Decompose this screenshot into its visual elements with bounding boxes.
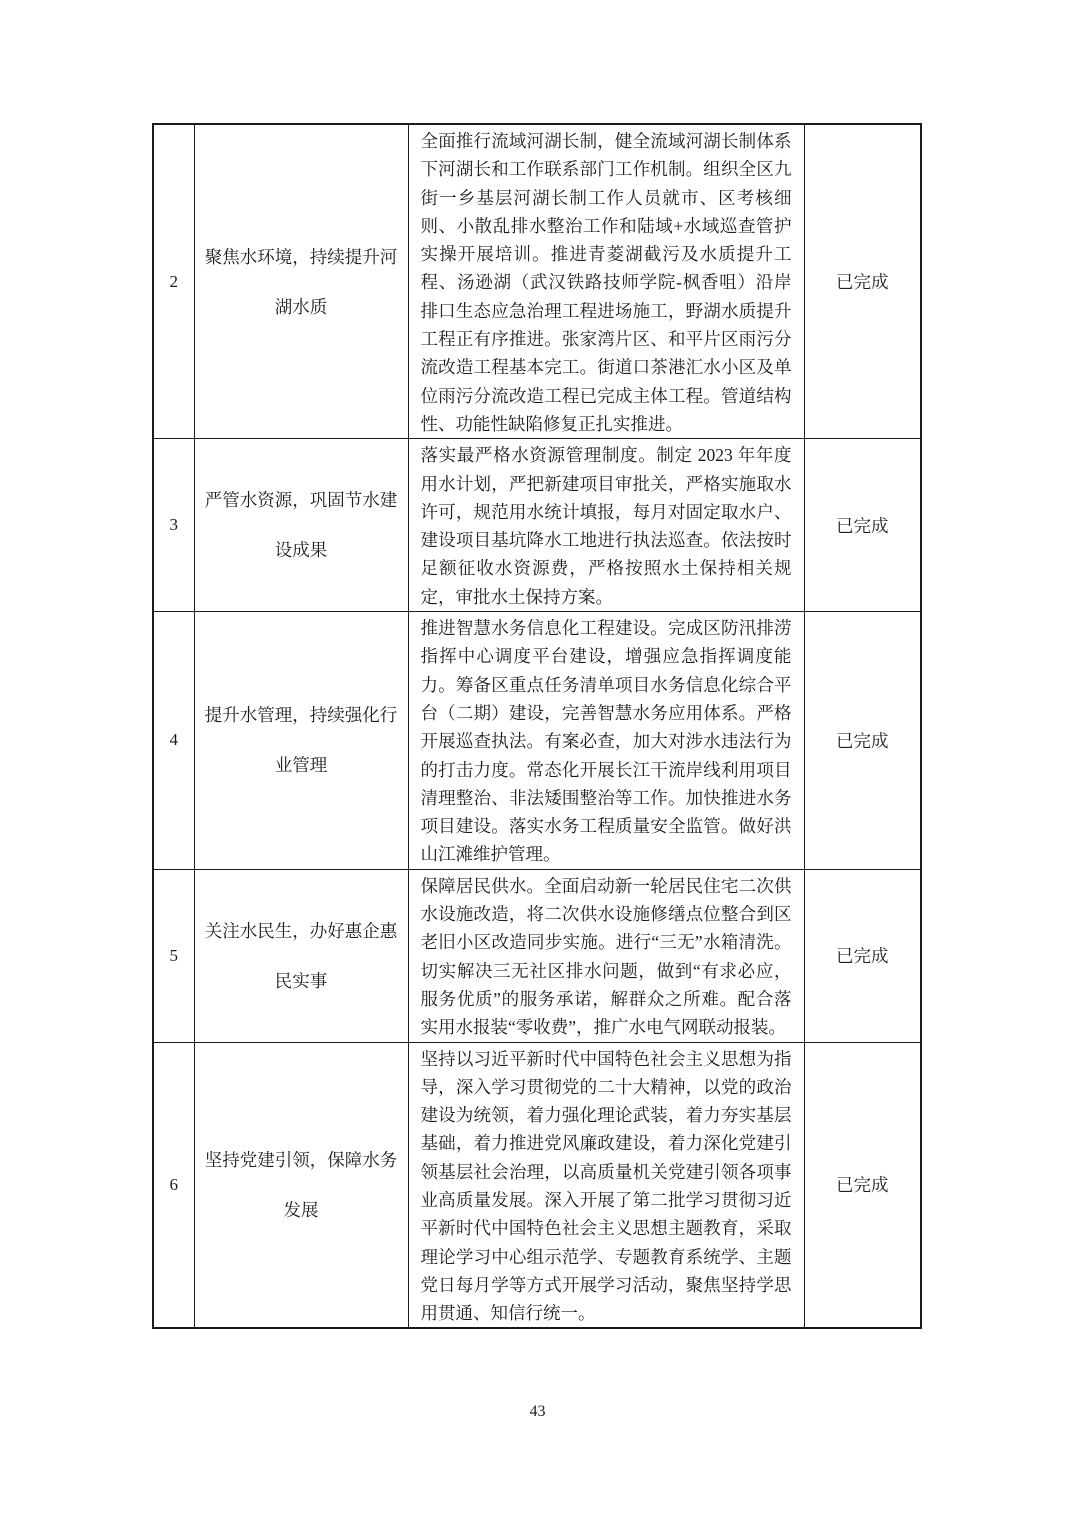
row-number: 6 — [153, 1042, 194, 1328]
row-number: 4 — [153, 612, 194, 870]
status-cell: 已完成 — [804, 439, 921, 612]
status-cell: 已完成 — [804, 1042, 921, 1328]
status-cell: 已完成 — [804, 612, 921, 870]
task-status-table — [152, 123, 922, 1329]
row-number: 2 — [153, 124, 194, 439]
table-row — [153, 612, 921, 870]
task-title: 坚持党建引领，保障水务发展 — [194, 1042, 408, 1328]
row-number: 5 — [153, 869, 194, 1042]
status-cell: 已完成 — [804, 869, 921, 1042]
row-number: 3 — [153, 439, 194, 612]
task-description: 全面推行流域河湖长制，健全流域河湖长制体系下河湖长和工作联系部门工作机制。组织全区九街一乡基层河湖长制工作人员就市、区考核细则、小散乱排水整治工作和陆域+水域巡查管护实操开展培训。推进青菱湖截污及水质提升工程、汤逊湖（武汉铁路技师学院-枫香咀）沿岸排口生态应急治理工程进场施工，野湖水质提升工程正有序推进。张家湾片区、和平片区雨污分流改造工程基本完工。街道口茶港汇水小区及单位雨污分流改造工程已完成主体工程。管道结构性、功能性缺陷修复正扎实推进。 — [408, 124, 804, 439]
status-cell: 已完成 — [804, 124, 921, 439]
table-row — [153, 439, 921, 612]
task-description: 保障居民供水。全面启动新一轮居民住宅二次供水设施改造，将二次供水设施修缮点位整合到区老旧小区改造同步实施。进行“三无”水箱清洗。切实解决三无社区排水问题，做到“有求必应，服务优质”的服务承诺，解群众之所难。配合落实用水报装“零收费”，推广水电气网联动报装。 — [408, 869, 804, 1042]
table-row — [153, 1042, 921, 1328]
table-row — [153, 869, 921, 1042]
task-title: 聚焦水环境，持续提升河湖水质 — [194, 124, 408, 439]
task-description: 推进智慧水务信息化工程建设。完成区防汛排涝指挥中心调度平台建设，增强应急指挥调度能力。筹备区重点任务清单项目水务信息化综合平台（二期）建设，完善智慧水务应用体系。严格开展巡查执法。有案必查，加大对涉水违法行为的打击力度。常态化开展长江干流岸线利用项目清理整治、非法矮围整治等工作。加快推进水务项目建设。落实水务工程质量安全监管。做好洪山江滩维护管理。 — [408, 612, 804, 870]
task-description: 坚持以习近平新时代中国特色社会主义思想为指导，深入学习贯彻党的二十大精神，以党的政治建设为统领，着力强化理论武装，着力夯实基层基础，着力推进党风廉政建设，着力深化党建引领基层社会治理，以高质量机关党建引领各项事业高质量发展。深入开展了第二批学习贯彻习近平新时代中国特色社会主义思想主题教育，采取理论学习中心组示范学、专题教育系统学、主题党日每月学等方式开展学习活动，聚焦坚持学思用贯通、知信行统一。 — [408, 1042, 804, 1328]
task-description: 落实最严格水资源管理制度。制定 2023 年年度用水计划，严把新建项目审批关，严格实施取水许可，规范用水统计填报，每月对固定取水户、建设项目基坑降水工地进行执法巡查。依法按时足额征收水资源费，严格按照水土保持相关规定，审批水土保持方案。 — [408, 439, 804, 612]
task-title: 提升水管理，持续强化行业管理 — [194, 612, 408, 870]
task-title: 关注水民生，办好惠企惠民实事 — [194, 869, 408, 1042]
page-number: 43 — [529, 1403, 546, 1420]
table-row — [153, 124, 921, 439]
task-title: 严管水资源，巩固节水建设成果 — [194, 439, 408, 612]
